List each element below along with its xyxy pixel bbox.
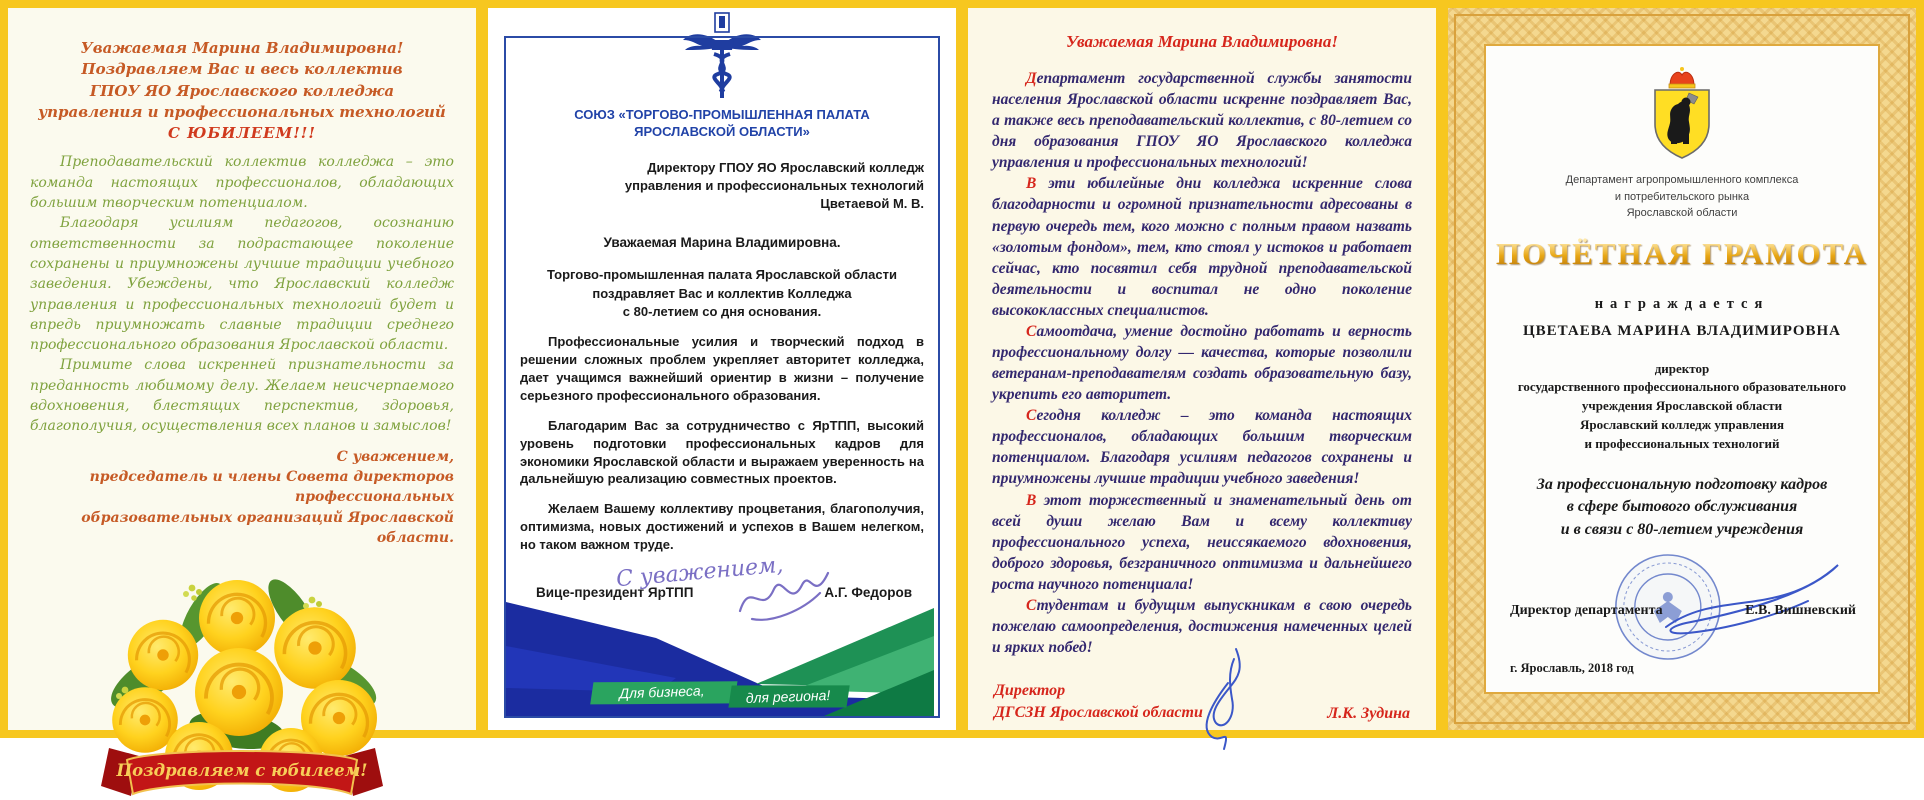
paragraph [992, 321, 1412, 405]
signoff-line: образовательных организаций Ярославской области. [81, 509, 454, 546]
recipient-line: управления и профессиональных технологий [624, 177, 924, 193]
paragraph-text: этот торжественный и знаменательный день от всей души желаю Вам и всему коллективу профессионального успеха, неиссякаемого вдохновения, доброго здоровья, безграничного оптимизма и дальнейшего роста научного потенциала! [992, 491, 1412, 593]
centered-line: Торгово-промышленная палата Ярославской области [547, 267, 897, 283]
letter1-body [30, 152, 454, 436]
paragraph-text: епартамент государственной службы занятости населения Ярославской области искренне поздравляет Вас, а также весь преподавательский коллектив, с 80-летием со дня образования ГПОУ ЯО Ярославского колледжа управления и профессиональных технологий! [992, 70, 1412, 172]
position-line: учреждения Ярославской области [1581, 398, 1783, 414]
letter1-signoff [30, 447, 454, 548]
drop-cap: Д [1026, 70, 1037, 87]
paragraph [992, 490, 1412, 595]
signature-row [994, 680, 1410, 723]
merit-line: в сфере бытового обслуживания [1566, 498, 1798, 516]
awardee-position [1486, 360, 1878, 454]
letter3-body [992, 68, 1412, 658]
drop-cap: В [1026, 175, 1037, 193]
recipient-block [506, 159, 924, 214]
paragraph: Профессиональные усилия и творческий подход в решении сложных проблем укрепляет авторитет колледжа, дает учащимся важнейший ориентир в жизни – получение серьезного профессионального образования. [520, 333, 924, 403]
paragraph: Благодарим Вас за сотрудничество с ЯрТПП, высокий уровень подготовки профессиональных кадров для экономики Ярославской области и выражаем уверенность на дальнейшую реализацию совместных проектов. [520, 417, 924, 487]
signoff-line: председатель и члены Совета директоров профессиональных [89, 468, 454, 506]
org-name [506, 107, 938, 141]
centered-line: с 80-летием со дня основания. [622, 303, 822, 319]
merit-line: и в связи с 80-летием учреждения [1560, 520, 1804, 538]
paragraph-text: амоотдача, умение достойно работать и верность профессиональному долгу — качества, которые позволили ветеранам-преподавателям создать образовательную базу, укрепить его авторитет. [992, 322, 1412, 404]
position-line: и профессиональных технологий [1584, 435, 1780, 451]
vishnevsky-signature [1658, 549, 1848, 649]
jubilee-line: С ЮБИЛЕЕМ!!! [168, 124, 316, 143]
signature-row [1486, 549, 1878, 661]
paragraph [992, 173, 1412, 321]
chamber-of-commerce-letter [488, 8, 956, 730]
org-line: ЯРОСЛАВСКОЙ ОБЛАСТИ» [634, 123, 810, 139]
heading-line: управления и профессиональных технологий [38, 102, 446, 121]
signer-title: Директор департамента [1510, 602, 1663, 618]
heading-line: ГПОУ ЯО Ярославского колледжа [89, 81, 395, 100]
signature-row [536, 585, 912, 600]
merit-text [1486, 474, 1878, 541]
department-line: Ярославской области [1626, 207, 1738, 219]
ribbon-text-left: Для бизнеса, [618, 682, 705, 702]
signer-name: Л.К. Зудина [1327, 705, 1410, 723]
signer-title [994, 680, 1203, 723]
merit-line: За профессиональную подготовку кадров [1536, 475, 1828, 493]
drop-cap: С [1026, 407, 1037, 425]
signer-title: Вице-президент ЯрТПП [536, 585, 694, 601]
position-line: директор [1654, 360, 1710, 376]
heading-line: Поздравляем Вас и весь коллектив [81, 60, 403, 79]
signoff-line: С уважением, [336, 448, 454, 465]
greeting-letter-jubilee [8, 8, 476, 781]
paragraph [992, 68, 1412, 173]
drop-cap: В [1026, 491, 1037, 509]
paragraph: Желаем Вашему коллективу процветания, благополучия, оптимизма, новых достижений и успехов в Вашем нелегком, но таком важном труде. [520, 501, 924, 553]
yaroslavl-coat-of-arms [1645, 66, 1719, 162]
salutation: Уважаемая Марина Владимировна. [603, 235, 841, 251]
paragraph: Преподавательский коллектив колледжа – это команда настоящих профессионалов, обладающих большим творческим потенциалом. [30, 154, 454, 212]
paragraph: Благодаря усилиям педагогов, осознанию ответственности за подрастающее поколение сохранены и приумножены лучшие традиции учебного заведения. Убеждены, что Ярославский колледж управления и профессиональных технологий будет и впредь приумножать славные традиции среднего профессионального образования Ярославской области. [30, 215, 454, 354]
heading-line: Уважаемая Марина Владимировна! [80, 39, 404, 57]
signer-title-line: Директор [994, 682, 1066, 700]
position-line: государственного профессионального образовательного [1517, 379, 1847, 395]
jubilee-ribbon-banner [101, 748, 383, 796]
caduceus-logo-icon [680, 12, 764, 100]
zudina-signature [1178, 643, 1268, 753]
yellow-roses-bouquet-image [87, 560, 397, 800]
awardee-name: ЦВЕТАЕВА МАРИНА ВЛАДИМИРОВНА [1523, 322, 1841, 339]
recipient-line: Цветаевой М. В. [820, 196, 924, 212]
employment-department-letter [968, 8, 1436, 730]
paragraph-text: тудентам и будущим выпускникам в свою очередь пожелаю самоопределения, достижения намеченных целей и ярких побед! [992, 596, 1412, 657]
centered-line: поздравляет Вас и коллектив Колледжа [592, 285, 852, 301]
paragraph-text: егодня колледж – это команда настоящих профессионалов, обладающих большим творческим потенциалом. Благодаря усилиям педагогов сохранены и приумножены лучшие традиции учебного заведения! [992, 407, 1412, 488]
signer-title-line: ДГСЗН Ярославской области [994, 703, 1203, 721]
letter3-heading: Уважаемая Марина Владимировна! [1066, 32, 1338, 51]
honor-certificate [1448, 8, 1916, 730]
certificate-panel [1484, 44, 1880, 694]
awarded-label: награждается [1594, 295, 1770, 312]
paragraph [992, 405, 1412, 489]
letter2-content [506, 8, 938, 716]
department-line: и потребительского рынка [1614, 190, 1750, 203]
letter1-heading [8, 38, 476, 144]
drop-cap: С [1026, 322, 1037, 340]
drop-cap: С [1026, 596, 1037, 614]
recipient-line: Директору ГПОУ ЯО Ярославский колледж [647, 159, 924, 175]
ribbon-text-right: для региона! [745, 687, 831, 706]
crown [1669, 67, 1695, 88]
certificate-title: ПОЧЁТНАЯ ГРАМОТА [1486, 236, 1878, 272]
department-line: Департамент агропромышленного комплекса [1565, 174, 1799, 186]
fedorov-signature [732, 559, 872, 625]
position-line: Ярославский колледж управления [1579, 417, 1785, 433]
handwritten-regards: С уважением, [615, 552, 785, 593]
paragraph-text: эти юбилейные дни колледжа искренние слова благодарности и огромной признательности адресованы в первую очередь тем, кого можно с полным правом назвать «золотым фондом», тем, кто стоял у истоков и работает сейчас, кто посвятил себя трудной преподавательской деятельности и воспитал не одно поколение высококлассных специалистов. [992, 175, 1412, 319]
signer-name: А.Г. Федоров [824, 585, 912, 601]
chamber-logo-wrap [656, 10, 788, 105]
signer-name: Е.В. Вишневский [1745, 602, 1856, 618]
congratulation-block [506, 266, 938, 321]
org-line: СОЮЗ «ТОРГОВО-ПРОМЫШЛЕННАЯ ПАЛАТА [574, 107, 870, 122]
place-and-date: г. Ярославль, 2018 год [1510, 660, 1634, 675]
banner-text: Поздравляем с юбилеем! [116, 761, 368, 781]
department-name [1486, 172, 1878, 222]
paragraph: Примите слова искренней признательности за преданность любимому делу. Желаем неисчерпаемого вдохновения, блестящих перспектив, здоровья, благополучия, осуществления всех планов и замыслов! [30, 357, 454, 435]
